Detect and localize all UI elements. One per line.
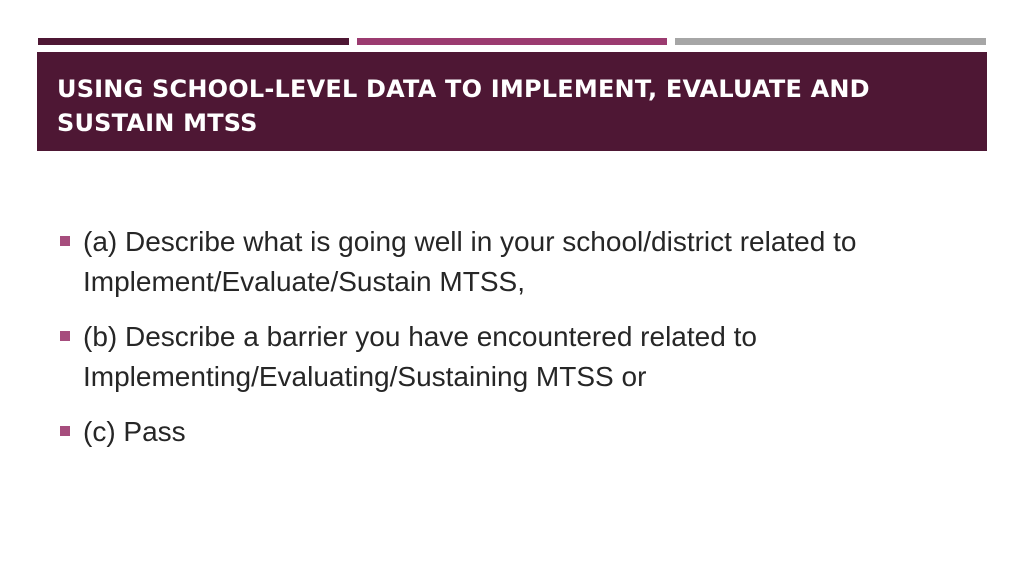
square-bullet-icon (60, 426, 70, 436)
title-banner (37, 52, 987, 151)
bullet-item (58, 222, 988, 302)
bullet-item (58, 317, 988, 397)
slide-title: USING SCHOOL-LEVEL DATA TO IMPLEMENT, EVALUATE AND SUSTAIN MTSS (57, 75, 870, 137)
bullet-item (58, 412, 988, 452)
accent-bar-mid (357, 38, 667, 45)
bullet-text: (a) Describe what is going well in your school/district related to Implement/Evaluate/Sustain MTSS, (83, 226, 857, 297)
bullet-text: (c) Pass (83, 416, 186, 447)
accent-bar-dark (38, 38, 349, 45)
square-bullet-icon (60, 236, 70, 246)
bullet-text: (b) Describe a barrier you have encountered related to Implementing/Evaluating/Sustaining MTSS or (83, 321, 757, 392)
bullet-list (58, 222, 988, 467)
accent-bar-light (675, 38, 986, 45)
square-bullet-icon (60, 331, 70, 341)
